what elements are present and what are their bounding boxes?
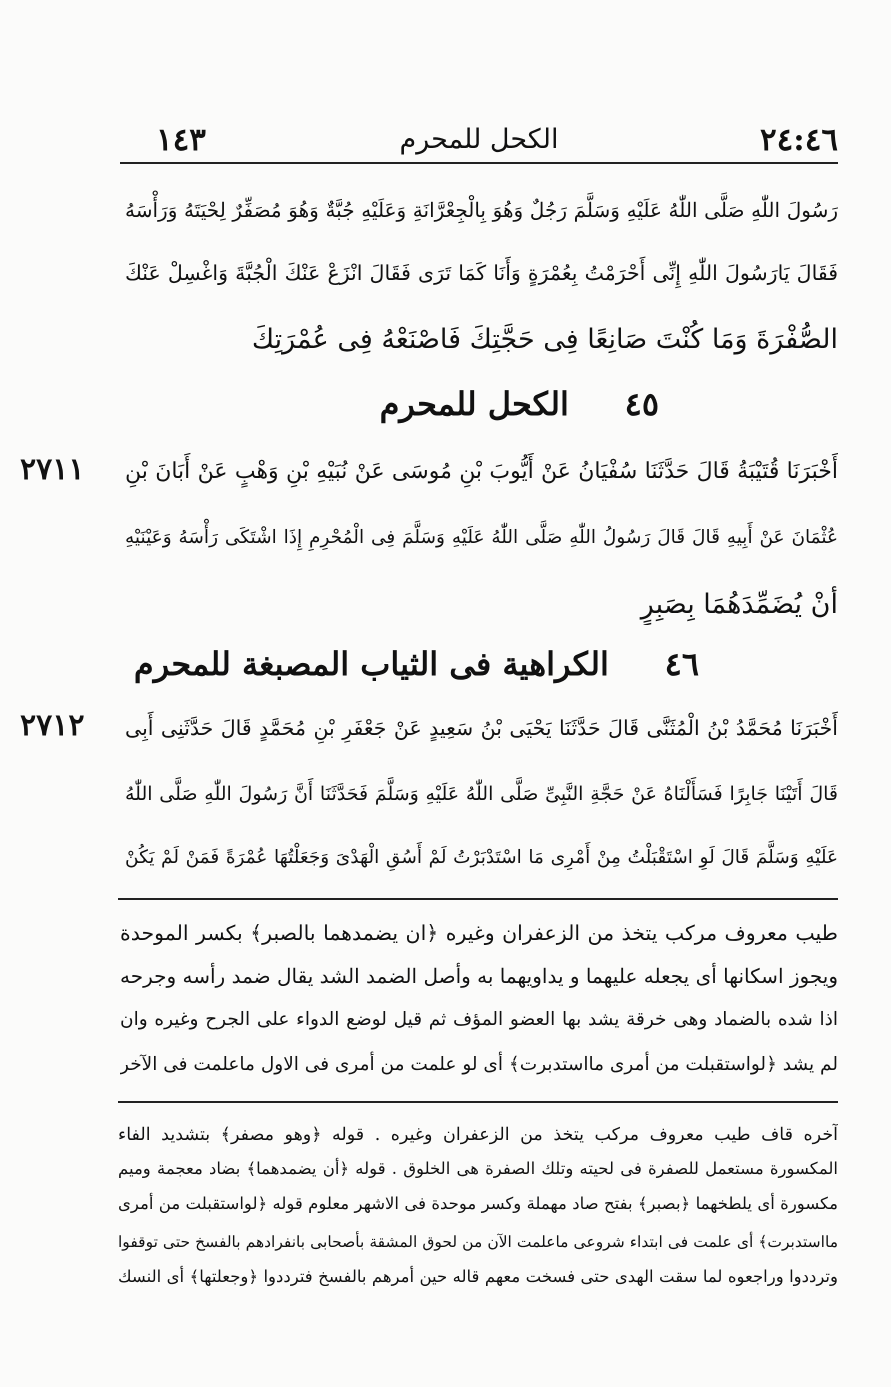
footnote-line: آخره قاف طيب معروف مركب يتخذ من الزعفران وغيره . قوله ﴿وهو مصفر﴾ بتشديد الفاء xyxy=(118,1125,838,1145)
chapter-number: ٤٥ xyxy=(624,385,659,423)
footnote-line: مكسورة أى يلطخهما ﴿بصبر﴾ بفتح صاد مهملة وكسر موحدة فى الاشهر معلوم قوله ﴿لواستقبلت من أمرى xyxy=(118,1194,838,1213)
hadith-line: قَالَ أَتَيْنَا جَابِرًا فَسَأَلْنَاهُ عَنْ حَجَّةِ النَّبِىِّ صَلَّى اللّٰهُ عَلَيْهِ وَسَلَّمَ فَحَدَّثَنَا أَنَّ رَسُولَ اللّٰهِ صَلَّى اللّٰهُ xyxy=(125,783,838,805)
commentary-separator xyxy=(118,898,838,900)
commentary-line: اذا شده بالضماد وهى خرقة يشد بها العضو المؤف ثم قيل لوضع الدواء على الجرح وغيره وان xyxy=(120,1009,838,1030)
commentary-line: لم يشد ﴿لواستقبلت من أمرى مااستدبرت﴾ أى لو علمت من أمرى فى الاول ماعلمت فى الآخر xyxy=(120,1054,838,1075)
footnote-line: وترددوا وراجعوه لما سقت الهدى حتى فسخت معهم قاله حين أمرهم بالفسخ فترددوا ﴿وجعلتها﴾ أى النسك xyxy=(118,1267,838,1286)
footnote-line: المكسورة مستعمل للصفرة فى لحيته وتلك الصفرة هى الخلوق . قوله ﴿أن يضمدهما﴾ بضاد معجمة وميم xyxy=(118,1159,838,1178)
chapter-number: ٤٦ xyxy=(664,645,699,683)
intro-line: رَسُولَ اللّٰهِ صَلَّى اللّٰهُ عَلَيْهِ وَسَلَّمَ رَجُلٌ وَهُوَ بِالْجِعْرَّانَةِ وَعَلَيْهِ جُبَّةٌ وَهُوَ مُصَفِّرٌ لِحْيَتَهُ وَرَأْسَهُ xyxy=(125,198,838,222)
footnote-separator xyxy=(118,1101,838,1103)
intro-line: الصُّفْرَةَ وَمَا كُنْتَ صَانِعًا فِى حَجَّتِكَ فَاصْنَعْهُ فِى عُمْرَتِكَ xyxy=(251,324,838,355)
commentary-line: ويجوز اسكانها أى يجعله عليهما و يداويهما به وأصل الضمد الشد يقال ضمد رأسه وجرحه xyxy=(120,964,838,988)
chapter-heading xyxy=(380,385,659,423)
page-header xyxy=(120,118,838,162)
page-number: ١٤٣ xyxy=(156,122,206,158)
chapter-heading xyxy=(134,645,699,683)
intro-line: فَقَالَ يَارَسُولَ اللّٰهِ إِنِّى أَحْرَمْتُ بِعُمْرَةٍ وَأَنَا كَمَا تَرَى فَقَالَ انْزَعْ عَنْكَ الْجُبَّةَ وَاغْسِلْ عَنْكَ xyxy=(125,261,838,285)
chapter-title: الكحل للمحرم xyxy=(379,385,569,423)
hadith-line: عُثْمَانَ عَنْ أَبِيهِ قَالَ قَالَ رَسُولُ اللّٰهِ صَلَّى اللّٰهُ عَلَيْهِ وَسَلَّمَ فِى الْمُحْرِمِ إِذَا اشْتَكَى رَأْسَهُ وَعَيْنَيْهِ xyxy=(125,527,838,548)
hadith-range: ٢٤:٤٦ xyxy=(759,122,838,158)
hadith-line: أَخْبَرَنَا قُتَيْبَةُ قَالَ حَدَّثَنَا سُفْيَانُ عَنْ أَيُّوبَ بْنِ مُوسَى عَنْ نُبَيْهِ بْنِ وَهْبٍ عَنْ أَبَانَ بْنِ xyxy=(125,459,838,484)
chapter-title: الكراهية فى الثياب المصبغة للمحرم xyxy=(133,645,609,683)
footnote-line: مااستدبرت﴾ أى علمت فى ابتداء شروعى ماعلمت الآن من لحوق المشقة بأصحابى بانفرادهم بالفسخ حتى توقفوا xyxy=(118,1233,838,1251)
header-rule xyxy=(120,162,838,164)
running-title: الكحل للمحرم xyxy=(399,124,559,155)
commentary-line: طيب معروف مركب يتخذ من الزعفران وغيره ﴿ان يضمدهما بالصبر﴾ بكسر الموحدة xyxy=(120,921,838,945)
hadith-number: ٢٧١٢ xyxy=(20,708,85,743)
hadith-number: ٢٧١١ xyxy=(20,452,85,487)
hadith-line: أَخْبَرَنَا مُحَمَّدُ بْنُ الْمُثَنَّى قَالَ حَدَّثَنَا يَحْيَى بْنُ سَعِيدٍ عَنْ جَعْفَرِ بْنِ مُحَمَّدٍ قَالَ حَدَّثَنِى أَبِى xyxy=(125,716,838,740)
hadith-line: عَلَيْهِ وَسَلَّمَ قَالَ لَوِ اسْتَقْبَلْتُ مِنْ أَمْرِى مَا اسْتَدْبَرْتُ لَمْ أَسُقِ الْهَدْىَ وَجَعَلْتُهَا عُمْرَةً فَمَنْ لَمْ يَكُنْ xyxy=(125,847,838,868)
hadith-line: أَنْ يُضَمِّدَهُمَا بِصَبِرٍ xyxy=(640,589,838,620)
